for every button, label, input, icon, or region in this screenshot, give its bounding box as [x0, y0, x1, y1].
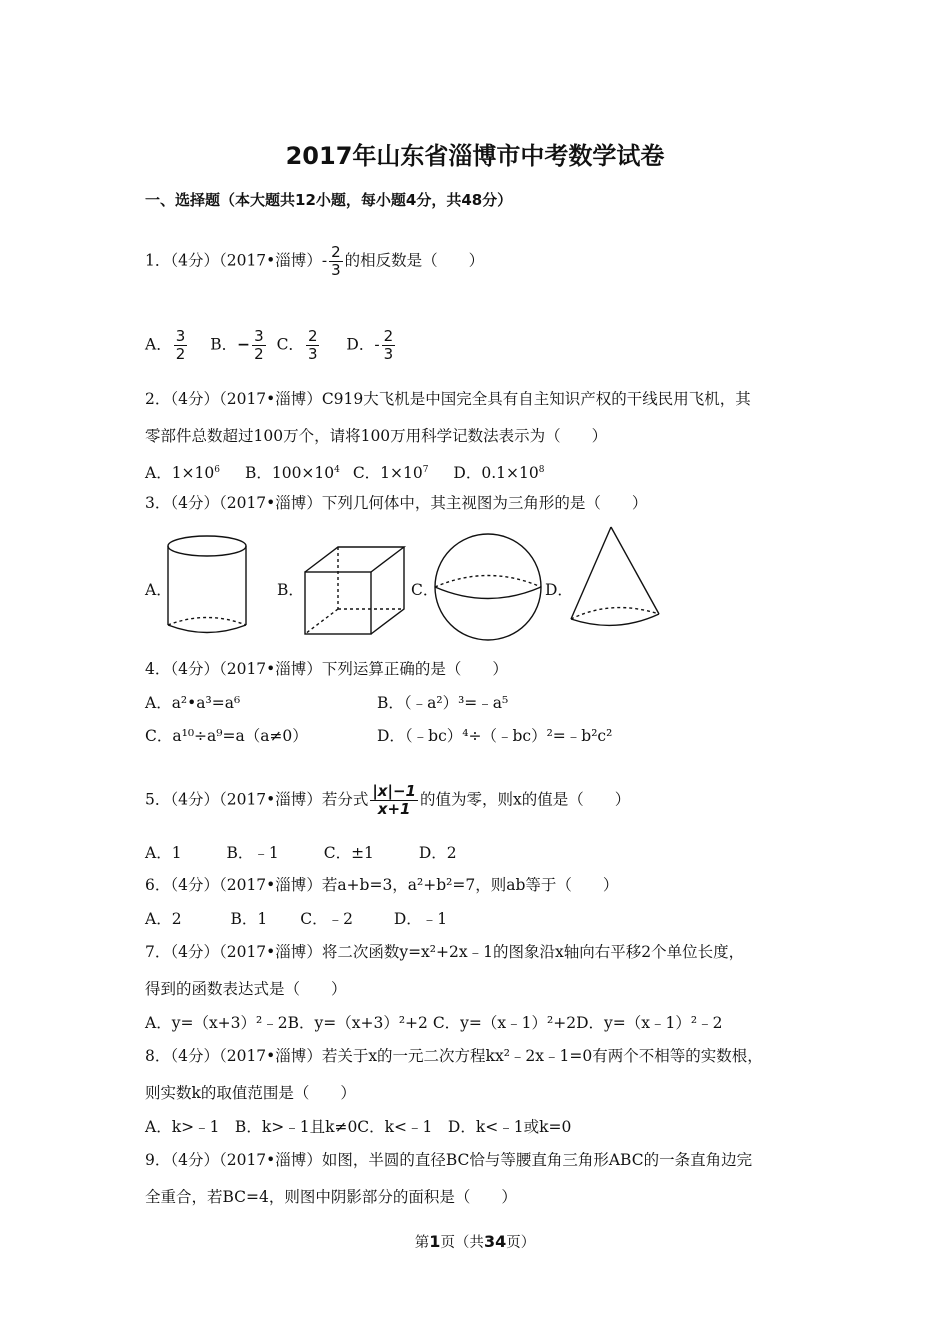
- section-heading: 一、选择题（本大题共12小题，每小题4分，共48分）: [145, 191, 513, 209]
- q1-option-c: C． $\frac{2}{3}$: [276, 327, 318, 363]
- q2-option-d: D．$0.1\times 10^8$: [453, 464, 545, 483]
- page-total: 34: [483, 1232, 507, 1251]
- q6-line1: 6．（4分）（2017•淄博）若a+b=3，a²+b²=7，则ab等于（ ）: [145, 876, 619, 894]
- q2-option-a: A．$1\times 10^6$: [145, 464, 221, 483]
- q5-fraction: $\frac{|x|-1}{x+1}$: [372, 782, 416, 818]
- q3-option-b-label: B．: [277, 581, 304, 599]
- q3-option-d-label: D．: [545, 581, 573, 599]
- q2-option-b: B．$100\times 10^4$: [244, 464, 340, 483]
- q1-suffix: 的相反数是（ ）: [344, 251, 485, 270]
- q4-line1: 4．（4分）（2017•淄博）下列运算正确的是（ ）: [145, 660, 508, 678]
- q1-option-b: B．− $\frac{3}{2}$: [210, 327, 264, 363]
- cube-icon: [300, 544, 410, 640]
- page-footer: 第1页（共34页）: [414, 1232, 536, 1251]
- q8-line1: 8．（4分）（2017•淄博）若关于x的一元二次方程kx²﹣2x﹣1=0有两个不相等的实数根，: [145, 1047, 763, 1065]
- q8-line2: 则实数k的取值范围是（ ）: [145, 1084, 356, 1102]
- q1-option-d: D．- $\frac{2}{3}$: [346, 327, 394, 363]
- q3-line1: 3．（4分）（2017•淄博）下列几何体中，其主视图为三角形的是（ ）: [145, 494, 648, 512]
- q9-line2: 全重合，若BC=4，则图中阴影部分的面积是（ ）: [145, 1188, 517, 1206]
- q1-option-a: A． $\frac{3}{2}$: [145, 327, 186, 363]
- sphere-icon: [432, 532, 544, 642]
- q1-sign: -: [321, 251, 328, 270]
- q2-line2: 零部件总数超过100万个，请将100万用科学记数法表示为（ ）: [145, 427, 608, 445]
- q7-line1: 7．（4分）（2017•淄博）将二次函数y=x²+2x﹣1的图象沿x轴向右平移2个单位长度，: [145, 943, 745, 961]
- q9-line1: 9．（4分）（2017•淄博）如图，半圆的直径BC恰与等腰直角三角形ABC的一条直角边完: [145, 1151, 753, 1169]
- cone-icon: [566, 524, 666, 636]
- q4-option-c: C．a¹⁰÷a⁹=a（a≠0）: [145, 727, 308, 745]
- question-1: [145, 244, 484, 279]
- q1-options: [145, 328, 397, 363]
- q2-option-c: C．$1\times 10^7$: [352, 464, 429, 483]
- question-5: 5．（4分）（2017•淄博）若分式 $\frac{|x|-1}{x+1}$ 的值为零，则x的值是（ ）: [145, 782, 631, 818]
- q7-options: A．y=（x+3）²﹣2B．y=（x+3）²+2 C．y=（x﹣1）²+2D．y=（x﹣1）²﹣2: [145, 1014, 723, 1032]
- q7-line2: 得到的函数表达式是（ ）: [145, 980, 347, 998]
- q1-fraction: $\frac{2}{3}$: [331, 243, 341, 279]
- q5-options: A．1 B．﹣1 C．±1 D．2: [145, 844, 457, 862]
- q8-options: A．k>﹣1 B．k>﹣1且k≠0C．k<﹣1 D．k<﹣1或k=0: [145, 1118, 572, 1136]
- q3-option-a-label: A．: [145, 581, 172, 599]
- q4-option-b: B．（﹣a²）³=﹣a⁵: [377, 694, 509, 712]
- q4-option-a: A．a²•a³=a⁶: [145, 694, 241, 712]
- page-title: 2017年山东省淄博市中考数学试卷: [285, 142, 665, 170]
- q4-option-d: D．（﹣bc）⁴÷（﹣bc）²=﹣b²c²: [377, 727, 613, 745]
- cylinder-icon: [163, 532, 263, 640]
- q2-line1: 2．（4分）（2017•淄博）C919大飞机是中国完全具有自主知识产权的干线民用飞机，其: [145, 390, 751, 408]
- q2-options: [145, 460, 544, 483]
- q1-prefix: 1．（4分）（2017•淄博）: [145, 251, 322, 270]
- q3-option-c-label: C．: [411, 581, 439, 599]
- q6-options: A．2 B．1 C．﹣2 D．﹣1: [145, 910, 448, 928]
- page-number: 1: [429, 1232, 441, 1251]
